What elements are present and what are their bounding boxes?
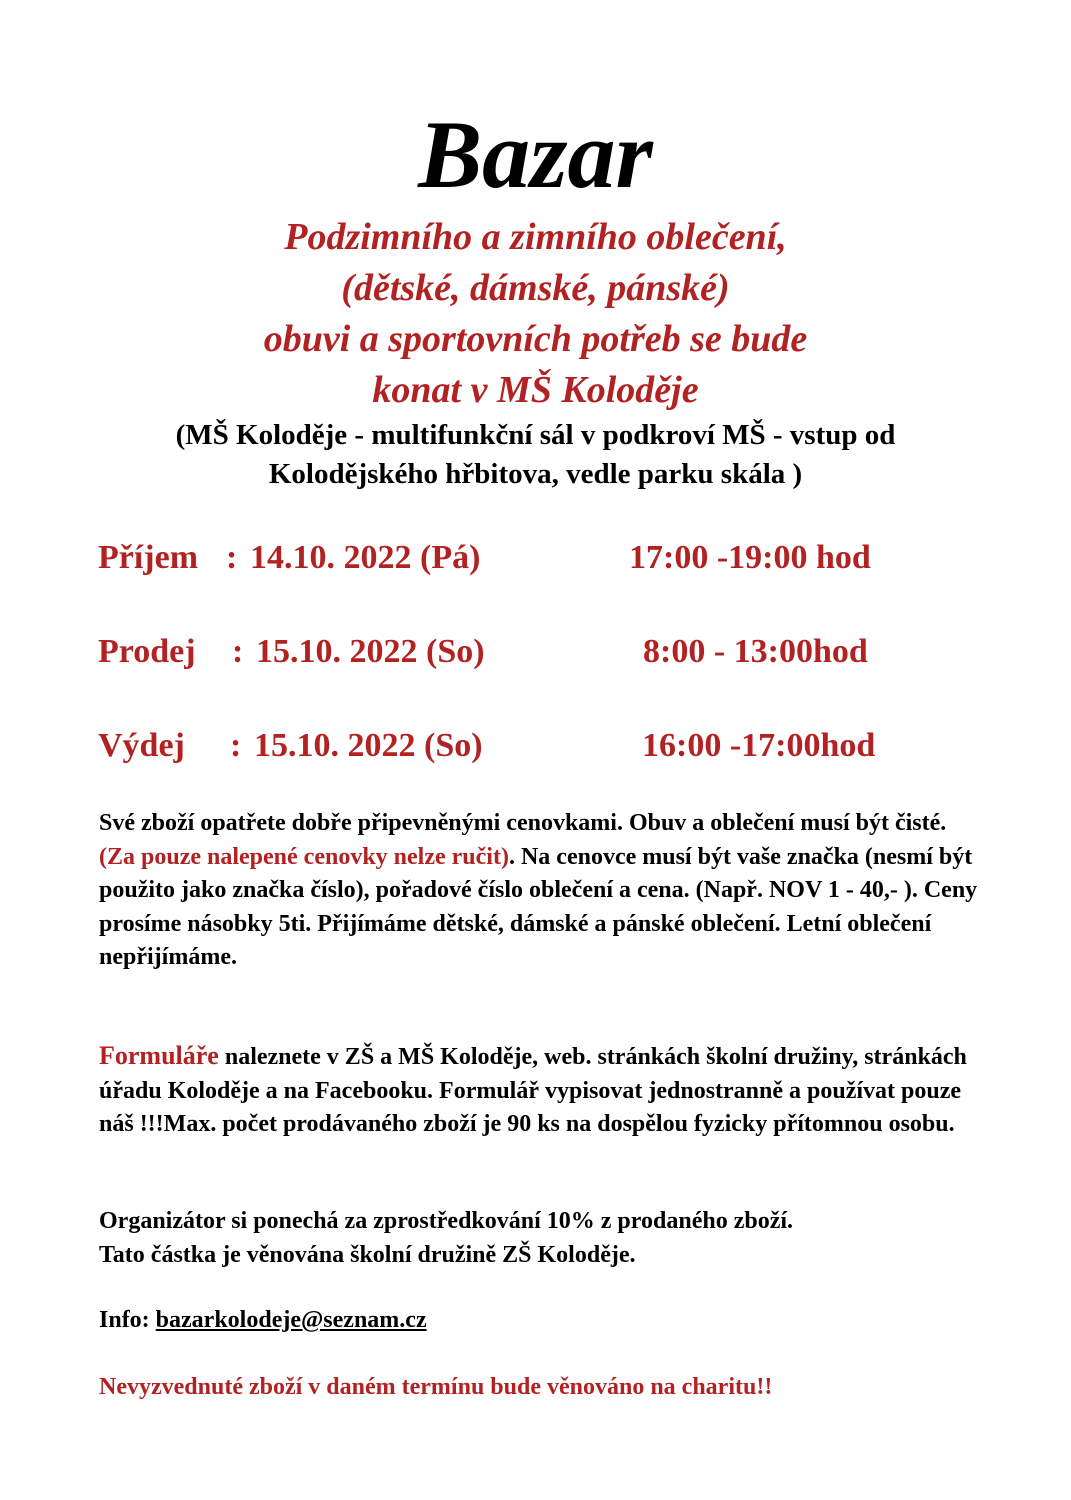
schedule-label: Výdej xyxy=(98,727,185,764)
instructions-warning: (Za pouze nalepené cenovky nelze ručit) xyxy=(99,843,509,870)
schedule-row-prijem xyxy=(98,535,998,581)
charity-note: Nevyzvednuté zboží v daném termínu bude věnováno na charitu!! xyxy=(99,1374,773,1400)
schedule-label: Prodej xyxy=(98,633,196,670)
schedule-time: 8:00 - 13:00hod xyxy=(643,633,868,670)
schedule-label: Příjem xyxy=(98,539,199,576)
subtitle-line: (dětské, dámské, pánské) xyxy=(341,267,730,309)
subtitle-line: Podzimního a zimního oblečení, xyxy=(284,216,787,258)
schedule-time: 17:00 -19:00 hod xyxy=(629,539,871,576)
instructions-text: Své zboží opatřete dobře připevněnými cenovkami. Obuv a oblečení musí být čisté. xyxy=(99,810,947,836)
email-link[interactable]: bazarkolodeje@seznam.cz xyxy=(155,1307,427,1333)
forms-text: naleznete v ZŠ a MŠ Koloděje, web. stránkách školní družiny, stránkách úřadu Koloděje a na Facebooku. Formulář vypisovat jednostranně a používat pouze náš !!!Max. počet prodávaného zboží je 90 ks na dospělou fyzicky přítomnou osobu. xyxy=(99,1044,967,1137)
instructions-text: . Na cenovce musí být vaše značka (nesmí být použito jako značka číslo), pořadové číslo oblečení a cena. (Např. NOV 1 - 40,- ). Ceny prosíme násobky 5ti. Přijímáme dětské, dámské a pánské oblečení. Letní oblečení nepřijímáme. xyxy=(99,843,978,970)
event-subtitle xyxy=(0,212,1071,416)
info-label: Info: xyxy=(99,1307,156,1333)
schedule-row-vydej xyxy=(98,723,998,769)
forms-paragraph xyxy=(99,1039,979,1142)
schedule-separator: : xyxy=(230,727,242,764)
schedule-row-prodej xyxy=(98,629,998,675)
location-line: Kolodějského hřbitova, vedle parku skála ) xyxy=(268,458,803,490)
schedule-date: 15.10. 2022 (So) xyxy=(254,727,483,764)
schedule-time: 16:00 -17:00hod xyxy=(642,727,876,764)
schedule-date: 15.10. 2022 (So) xyxy=(256,633,485,670)
fee-paragraph xyxy=(99,1205,979,1272)
subtitle-line: obuvi a sportovních potřeb se bude xyxy=(263,318,808,360)
schedule-separator: : xyxy=(226,539,238,576)
schedule-date: 14.10. 2022 (Pá) xyxy=(250,539,481,576)
schedule-separator: : xyxy=(232,633,244,670)
forms-highlight: Formuláře xyxy=(99,1041,219,1070)
fee-line: Organizátor si ponechá za zprostředkování 10% z prodaného zboží. xyxy=(99,1208,794,1234)
subtitle-line: konat v MŠ Koloděje xyxy=(372,369,699,411)
fee-line: Tato částka je věnována školní družině ZŠ Koloděje. xyxy=(99,1241,636,1268)
location-line: (MŠ Koloděje - multifunkční sál v podkroví MŠ - vstup od xyxy=(175,419,896,451)
location-note xyxy=(0,416,1071,494)
poster-title: Bazar xyxy=(418,101,653,208)
info-line xyxy=(99,1304,979,1338)
instructions-paragraph xyxy=(99,807,979,975)
